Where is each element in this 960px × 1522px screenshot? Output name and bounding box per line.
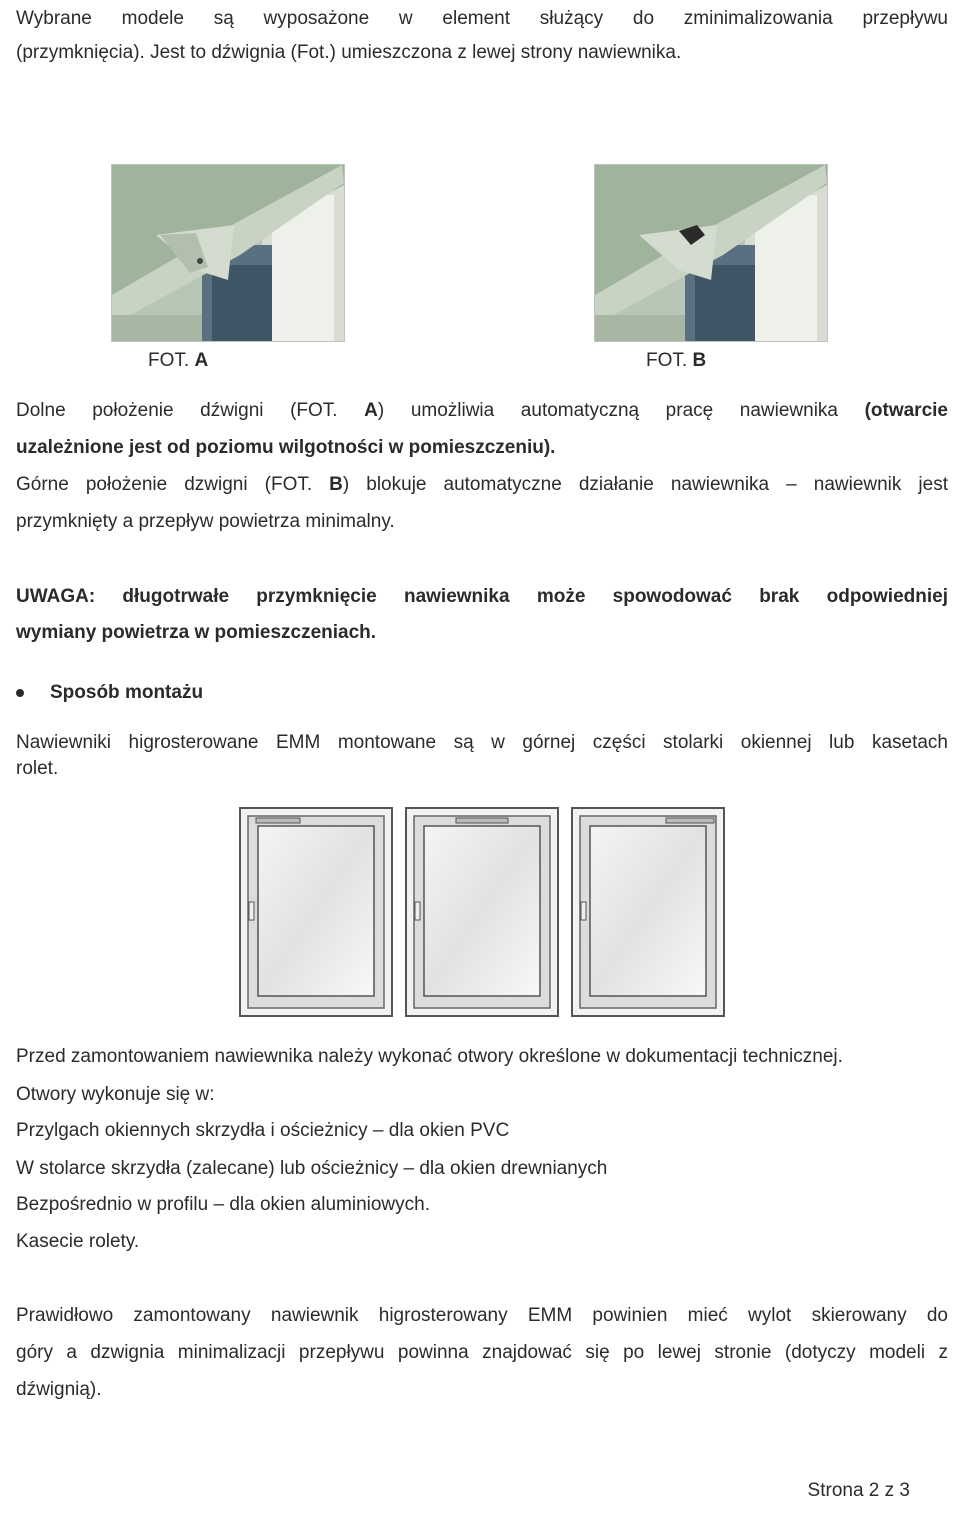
photo-b-caption-letter: B [692,350,707,371]
upper-position-text: Górne położenie dzwigni (FOT. [16,474,330,495]
photo-b-caption [646,350,706,372]
mounting-line-1: Nawiewniki higrosterowane EMM montowane są w górnej części stolarki okiennej lub kasetach [16,732,948,753]
upper-position-rest: ) blokuje automatyczne działanie nawiewnika – nawiewnik jest [342,474,949,495]
holes-line-5: Bezpośrednio w profilu – dla okien aluminiowych. [16,1194,431,1215]
lower-position-text: Dolne położenie dźwigni (FOT. [16,400,365,421]
mounting-line-2: rolet. [16,758,59,779]
final-line-3: dźwignią). [16,1379,102,1400]
window-2 [406,808,558,1016]
window-3 [572,808,724,1016]
photo-b [594,164,828,342]
upper-position-line-1 [16,466,948,503]
lower-position-bold-end: (otwarcie [864,400,948,421]
intro-line-1: Wybrane modele są wyposażone w element służący do zminimalizowania przepływu [16,8,948,29]
upper-position-line-2: przymknięty a przepływ powietrza minimalny. [16,511,395,532]
window-1 [240,808,392,1016]
lower-position-line-2: uzależnione jest od poziomu wilgotności w pomieszczeniu). [16,437,556,458]
windows-illustration [238,806,728,1018]
holes-line-6: Kasecie rolety. [16,1231,140,1252]
photo-a-caption [148,350,208,372]
holes-line-4: W stolarce skrzydła (zalecane) lub ościeżnicy – dla okien drewnianych [16,1158,608,1179]
photo-a-caption-prefix: FOT. [148,350,195,371]
photo-b-caption-prefix: FOT. [646,350,693,371]
final-line-1: Prawidłowo zamontowany nawiewnik higrosterowany EMM powinien mieć wylot skierowany do [16,1305,948,1326]
lower-position-rest: ) umożliwia automatyczną pracę nawiewnika [377,400,865,421]
photo-a [111,164,345,342]
warning-line-1: UWAGA: długotrwałe przymknięcie nawiewnika może spowodować brak odpowiedniej [16,586,948,607]
upper-position-letter: B [329,474,343,495]
warning-line-2: wymiany powietrza w pomieszczeniach. [16,622,377,643]
holes-line-3: Przylgach okiennych skrzydła i ościeżnicy – dla okien PVC [16,1120,510,1141]
final-line-2: góry a dzwignia minimalizacji przepływu powinna znajdować się po lewej stronie (dotyczy modeli z [16,1342,948,1363]
photo-a-image [112,165,344,341]
bullet-icon [16,689,24,697]
page-number: Strona 2 z 3 [807,1480,910,1501]
section-heading [16,682,203,704]
holes-line-2: Otwory wykonuje się w: [16,1084,215,1105]
lower-position-line-1 [16,392,948,429]
photo-a-caption-letter: A [194,350,209,371]
intro-line-2: (przymknięcia). Jest to dźwignia (Fot.) umieszczona z lewej strony nawiewnika. [16,42,682,63]
section-title: Sposób montażu [50,682,204,703]
photo-b-image [595,165,827,341]
holes-line-1: Przed zamontowaniem nawiewnika należy wykonać otwory określone w dokumentacji technicznej. [16,1046,843,1067]
lower-position-letter: A [364,400,378,421]
